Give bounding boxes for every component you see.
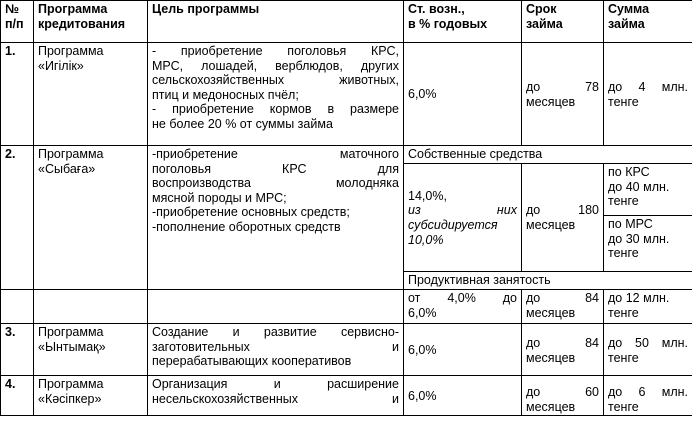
program-goal: -приобретение маточного поголовья КРС для воспроизводства молодняка мясной породы и МРС; -приобретение основных средств; -пополнение оборотных средств — [148, 146, 404, 290]
loan-term: до 78 месяцев — [522, 43, 604, 146]
productive-rate: от 4,0% до 6,0% — [404, 290, 522, 324]
table-row — [1, 324, 692, 376]
program-goal: Организация и расширение несельскохозяйственных и — [148, 376, 404, 416]
interest-rate: 14,0%, из них субсидируется 10,0% — [404, 164, 522, 272]
table-row — [1, 43, 692, 146]
interest-rate: 6,0% — [404, 324, 522, 376]
loan-sum: до 50 млн. тенге — [604, 324, 692, 376]
loan-sum-mrs: по МРС до 30 млн. тенге — [604, 216, 692, 272]
header-term: Срок займа — [522, 1, 604, 43]
loan-sum-krs: по КРС до 40 млн. тенге — [604, 164, 692, 216]
table-row — [1, 376, 692, 416]
productive-term: до 84 месяцев — [522, 290, 604, 324]
empty-goal-cell — [148, 290, 404, 324]
header-num: № п/п — [1, 1, 34, 43]
loan-sum: до 6 млн. тенге — [604, 376, 692, 416]
header-row — [1, 1, 692, 43]
program-name: Программа «Игілік» — [34, 43, 148, 146]
header-sum: Сумма займа — [604, 1, 692, 43]
row-number: 1. — [1, 43, 34, 146]
header-rate: Ст. возн., в % годовых — [404, 1, 522, 43]
header-program: Программа кредитования — [34, 1, 148, 43]
program-goal: Создание и развитие сервисно- заготовительных и перерабатывающих кооперативов — [148, 324, 404, 376]
productive-sum: до 12 млн. тенге — [604, 290, 692, 324]
productive-employment-label: Продуктивная занятость — [404, 272, 692, 290]
interest-rate: 6,0% — [404, 376, 522, 416]
interest-rate: 6,0% — [404, 43, 522, 146]
loan-term: до 180 месяцев — [522, 164, 604, 272]
empty-program-cell — [34, 290, 148, 324]
loan-sum: до 4 млн. тенге — [604, 43, 692, 146]
row-number: 4. — [1, 376, 34, 416]
empty-number-cell — [1, 290, 34, 324]
table-row — [1, 146, 692, 164]
row-number: 2. — [1, 146, 34, 290]
loan-term: до 60 месяцев — [522, 376, 604, 416]
program-name: Программа «Сыбаға» — [34, 146, 148, 290]
row-number: 3. — [1, 324, 34, 376]
loan-term: до 84 месяцев — [522, 324, 604, 376]
own-funds-label: Собственные средства — [404, 146, 692, 164]
program-goal: - приобретение поголовья КРС, МРС, лошадей, верблюдов, других сельскохозяйственных животных, птиц и медоносных пчёл; - приобретение кормов в размере не более 20 % от суммы займа — [148, 43, 404, 146]
program-name: Программа «Ынтымақ» — [34, 324, 148, 376]
program-name: Программа «Кәсіпкер» — [34, 376, 148, 416]
table-row — [1, 290, 692, 324]
header-goal: Цель программы — [148, 1, 404, 43]
